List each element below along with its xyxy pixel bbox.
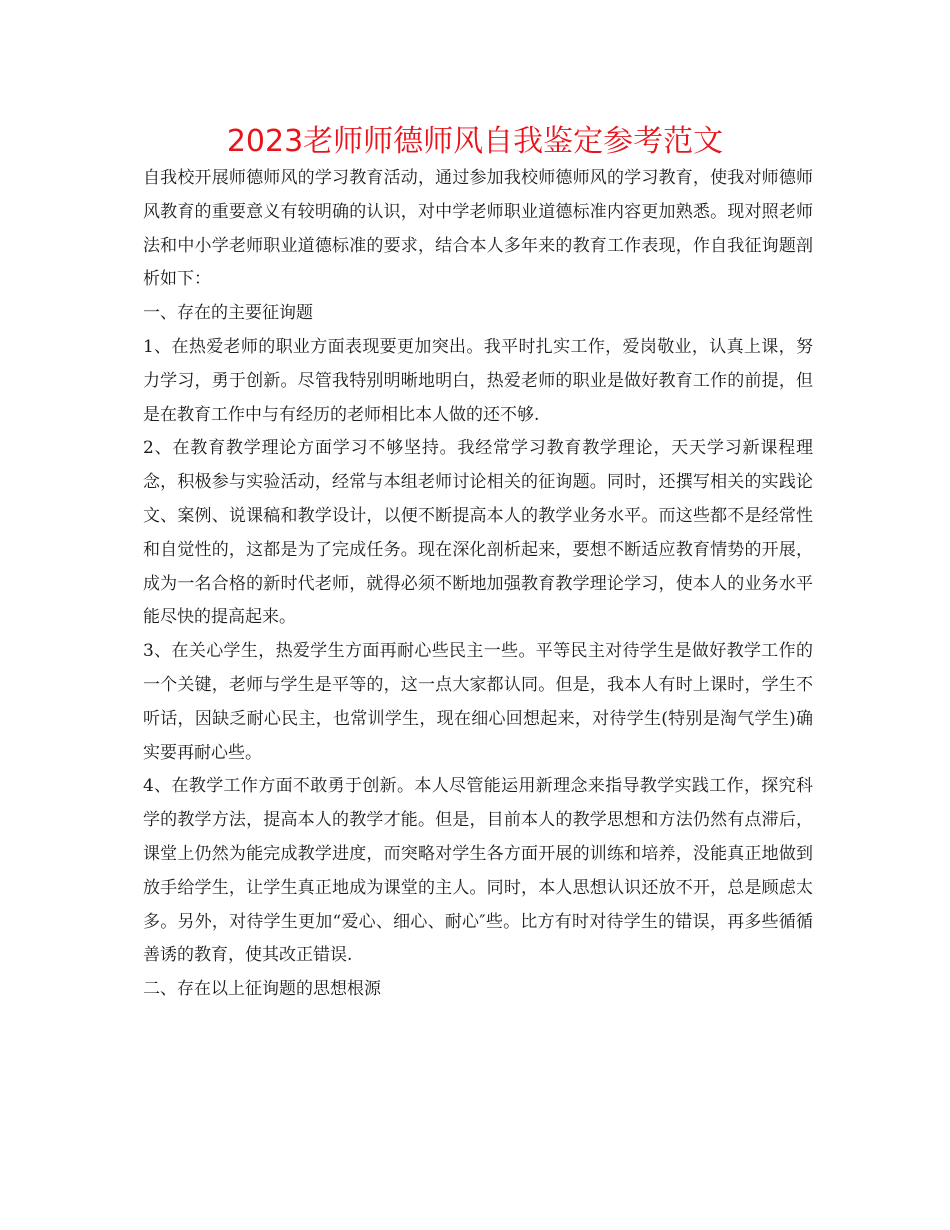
section-heading-2: 二、存在以上征询题的思想根源	[143, 979, 381, 1000]
document-title: 2023老师师德师风自我鉴定参考范文	[226, 124, 724, 159]
paragraph-item-2: 2、在教育教学理论方面学习不够坚持。我经常学习教育教学理论，天天学习新课程理念，积极参与实验活动，经常与本组老师讨论相关的征询题。同时，还撰写相关的实践论文、案例、说课稿和教学设计，以便不断提高本人的教学业务水平。而这些都不是经常性和自觉性的，这都是为了完成任务。现在深化剖析起来，要想不断适应教育情势的开展，成为一名合格的新时代老师，就得必须不断地加强教育教学理论学习，使本人的业务水平能尽快的提高起来。	[143, 438, 813, 628]
intro-paragraph: 自我校开展师德师风的学习教育活动，通过参加我校师德师风的学习教育，使我对师德师风教育的重要意义有较明确的认识，对中学老师职业道德标准内容更加熟悉。现对照老师法和中小学老师职业道德标准的要求，结合本人多年来的教育工作表现，作自我征询题剖析如下：	[143, 168, 813, 290]
section-heading-1: 一、存在的主要征询题	[143, 303, 313, 324]
paragraph-item-1: 1、在热爱老师的职业方面表现要更加突出。我平时扎实工作，爱岗敬业，认真上课，努力学习，勇于创新。尽管我特别明晰地明白，热爱老师的职业是做好教育工作的前提，但是在教育工作中与有经历的老师相比本人做的还不够.	[143, 336, 813, 425]
paragraph-item-4: 4、在教学工作方面不敢勇于创新。本人尽管能运用新理念来指导教学实践工作，探究科学的教学方法，提高本人的教学才能。但是，目前本人的教学思想和方法仍然有点滞后，课堂上仍然为能完成教学进度，而突略对学生各方面开展的训练和培养，没能真正地做到放手给学生，让学生真正地成为课堂的主人。同时，本人思想认识还放不开，总是顾虑太多。另外，对待学生更加“爱心、细心、耐心″些。比方有时对待学生的错误，再多些循循善诱的教育，使其改正错误.	[143, 776, 813, 966]
paragraph-item-3: 3、在关心学生，热爱学生方面再耐心些民主一些。平等民主对待学生是做好教学工作的一个关键，老师与学生是平等的，这一点大家都认同。但是，我本人有时上课时，学生不听话，因缺乏耐心民主，也常训学生，现在细心回想起来，对待学生(特别是淘气学生)确实要再耐心些。	[143, 641, 813, 763]
document-body	[143, 162, 813, 1007]
